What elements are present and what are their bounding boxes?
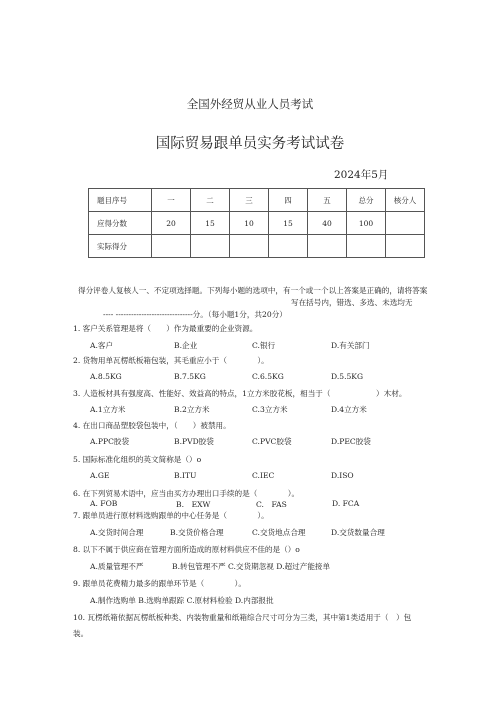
score-input-cell[interactable]	[347, 235, 386, 258]
score-table-col: 五	[308, 189, 347, 212]
score-table-col: 二	[191, 189, 230, 212]
score-table	[88, 188, 425, 258]
score-table-actual-row	[89, 235, 425, 258]
option-b[interactable]: B.PVD胶袋	[174, 437, 214, 446]
option-b[interactable]: B.企业	[174, 341, 198, 350]
score-table-col: 总分	[347, 189, 386, 212]
score-table-cell	[386, 212, 425, 235]
question-text: . 跟单员进行原材料选购跟单的中心任务是（ ）。	[77, 511, 269, 520]
question-10	[73, 612, 411, 623]
section-instruction-line1: 得分评卷人复核人一、不定项选择题。下列每小题的选项中，有一个或一个以上答案是正确的，请将答案	[78, 286, 428, 295]
score-input-cell[interactable]	[230, 235, 269, 258]
score-table-cell: 15	[269, 212, 308, 235]
score-table-actual-label: 实际得分	[89, 235, 152, 258]
question-text: . 瓦楞纸箱依据瓦楞纸板种类、内装物重量和纸箱综合尺寸可分为三类，其中第1类适用于（ ）包	[82, 613, 412, 622]
option-b[interactable]: B.2立方米	[174, 405, 210, 414]
option-b[interactable]: B.交货价格合理	[170, 528, 224, 537]
question-number: 1	[73, 324, 78, 333]
option-d[interactable]: D. FCA	[332, 499, 360, 508]
option-d[interactable]: D.ISO	[331, 471, 354, 480]
score-table-header-row	[89, 189, 425, 212]
question-number: 6	[73, 489, 78, 498]
exam-subtitle: 国际贸易跟单员实务考试试卷	[155, 136, 345, 152]
score-input-cell[interactable]	[269, 235, 308, 258]
question-number: 8	[73, 545, 78, 554]
option-c[interactable]: C.银行	[252, 341, 276, 350]
question-text: . 人造板材具有强度高、性能好、效益高的特点，1立方米胶花板，相当于（ ）木材。	[77, 389, 407, 398]
score-table-points-row	[89, 212, 425, 235]
option-c[interactable]: C. FAS	[256, 500, 287, 509]
score-table-cell: 40	[308, 212, 347, 235]
score-table-col: 核分人	[386, 189, 425, 212]
section-instruction-line2: 写在括号内，错选、多选、未选均无	[291, 298, 413, 307]
option-d[interactable]: D.5.5KG	[331, 372, 364, 381]
score-table-col: 一	[152, 189, 191, 212]
option-d[interactable]: D.交货数量合理	[331, 528, 385, 537]
question-4	[73, 420, 231, 431]
option-c[interactable]: C.6.5KG	[252, 372, 284, 381]
option-abcd[interactable]: A.制作选购单 B.选购单跟踪 C.原材料检验 D.内部报批	[90, 596, 274, 605]
score-input-cell[interactable]	[152, 235, 191, 258]
score-table-col: 三	[230, 189, 269, 212]
option-a[interactable]: A.交货时间合理	[90, 528, 144, 537]
question-2	[73, 355, 269, 366]
option-a[interactable]: A. FOB	[90, 499, 118, 508]
question-text: . 跟单员花费精力最多的跟单环节是（ ）。	[77, 579, 246, 588]
question-text: . 在出口商品塑胶袋包装中，（ ）被禁用。	[77, 421, 231, 430]
question-5	[73, 454, 201, 465]
question-10-continuation: 装。	[73, 629, 89, 638]
score-input-cell[interactable]	[308, 235, 347, 258]
question-3	[73, 388, 406, 399]
question-text: . 在下列贸易术语中，应当由买方办理出口手续的是（ ）。	[77, 489, 300, 498]
score-table-head-label: 题目序号	[89, 189, 152, 212]
question-text: . 客户关系管理是将（ ）作为最重要的企业资源。	[77, 324, 258, 333]
question-number: 10	[73, 613, 83, 622]
option-d[interactable]: D.PEC胶袋	[331, 437, 371, 446]
exam-date: 2024年5月	[334, 169, 389, 181]
option-b[interactable]: B. EXW	[176, 500, 211, 509]
option-a[interactable]: A.质量管理不严	[90, 562, 144, 571]
score-table-cell: 20	[152, 212, 191, 235]
score-input-cell[interactable]	[386, 235, 425, 258]
question-6	[73, 488, 299, 499]
option-d[interactable]: D.4立方米	[331, 405, 367, 414]
question-text: . 以下不属于供应商在管理方面所造成的原材料供应不佳的是（）o	[77, 545, 300, 554]
option-b[interactable]: B.ITU	[174, 471, 197, 480]
exam-title: 全国外经贸从业人员考试	[186, 97, 314, 111]
score-table-col: 四	[269, 189, 308, 212]
option-a[interactable]: A.1立方米	[90, 405, 126, 414]
option-a[interactable]: A.GE	[90, 471, 110, 480]
option-c[interactable]: C.3立方米	[252, 405, 288, 414]
question-text: . 国际标准化组织的英文简称是（）o	[77, 455, 202, 464]
score-input-cell[interactable]	[191, 235, 230, 258]
question-7	[73, 510, 269, 521]
question-number: 5	[73, 455, 78, 464]
question-8	[73, 544, 300, 555]
question-number: 7	[73, 511, 78, 520]
score-table-cell: 10	[230, 212, 269, 235]
option-a[interactable]: A.8.5KG	[90, 372, 122, 381]
option-bcd[interactable]: B.转包管理不严 C.交货期忽视 D.超过产能接单	[172, 562, 331, 571]
question-text: . 货物用单瓦楞纸板箱包装，其毛重应小于（ ）。	[77, 356, 269, 365]
question-9	[73, 578, 246, 589]
option-c[interactable]: C.交货地点合理	[252, 528, 306, 537]
question-number: 9	[73, 579, 78, 588]
score-table-points-label: 应得分数	[89, 212, 152, 235]
question-number: 2	[73, 356, 78, 365]
option-c[interactable]: C.PVC胶袋	[252, 437, 292, 446]
option-a[interactable]: A.PPC胶袋	[90, 437, 130, 446]
option-a[interactable]: A.客户	[90, 341, 114, 350]
score-table-cell: 15	[191, 212, 230, 235]
section-instruction-line3: ---- ------------------------------分。（每小题1分，共20分）	[103, 310, 287, 319]
question-number: 3	[73, 389, 78, 398]
question-number: 4	[73, 421, 78, 430]
option-c[interactable]: C.IEC	[252, 471, 275, 480]
option-b[interactable]: B.7.5KG	[174, 372, 206, 381]
score-table-cell: 100	[347, 212, 386, 235]
option-d[interactable]: D.有关部门	[331, 341, 370, 350]
question-1	[73, 323, 257, 334]
